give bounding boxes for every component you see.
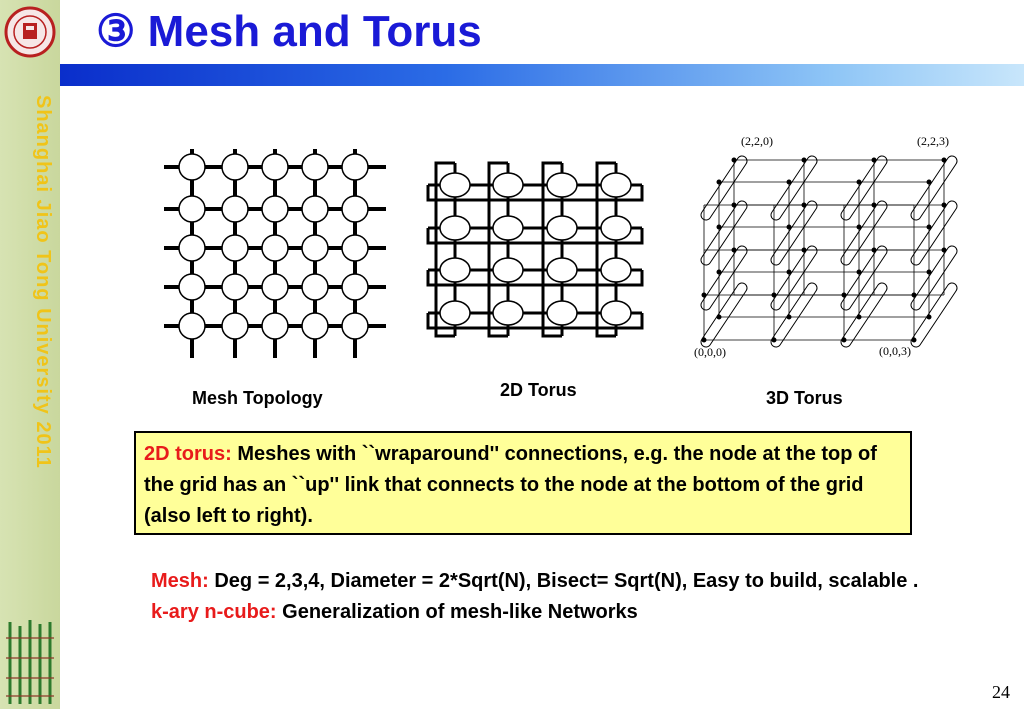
sidebar [0,0,60,709]
torus-3d-label-bottom-left: (0,0,0) [694,345,726,359]
note-mesh [151,566,981,597]
torus-3d-label-bottom-right: (0,0,3) [879,344,911,358]
definition-term: 2D torus: [144,443,232,465]
sidebar-vertical-text: Shanghai Jiao Tong University 2011 [32,95,54,469]
definition-text: Meshes with ``wraparound'' connections, e.g. the node at the top of the grid has an ``up'' link that connects to the node at the bottom of the grid (also left to right). [144,443,877,527]
mesh-caption: Mesh Topology [192,388,323,408]
torus-3d-diagram [694,150,956,350]
torus-3d-label-top-right: (2,2,3) [917,134,949,148]
note-mesh-text: Deg = 2,3,4, Diameter = 2*Sqrt(N), Bisect= Sqrt(N), Easy to build, scalable . [208,570,919,592]
torus-2d-caption: 2D Torus [500,380,577,400]
torus-3d-caption: 3D Torus [766,388,843,408]
definition-box [134,431,912,535]
notes-block [151,566,981,628]
university-logo [4,6,56,58]
bamboo-decoration [4,618,56,704]
torus-3d-label-top-left: (2,2,0) [741,134,773,148]
mesh-topology-diagram [164,145,394,360]
header-gradient-bar [60,64,1024,86]
torus-2d-diagram [420,158,650,343]
note-kary-term: k-ary n-cube: [151,601,277,623]
note-kary-text: Generalization of mesh-like Networks [276,601,638,623]
slide-title: ③ Mesh and Torus [96,7,482,56]
page-number: 24 [992,682,1010,702]
note-kary [151,597,981,628]
note-mesh-term: Mesh: [151,570,209,592]
